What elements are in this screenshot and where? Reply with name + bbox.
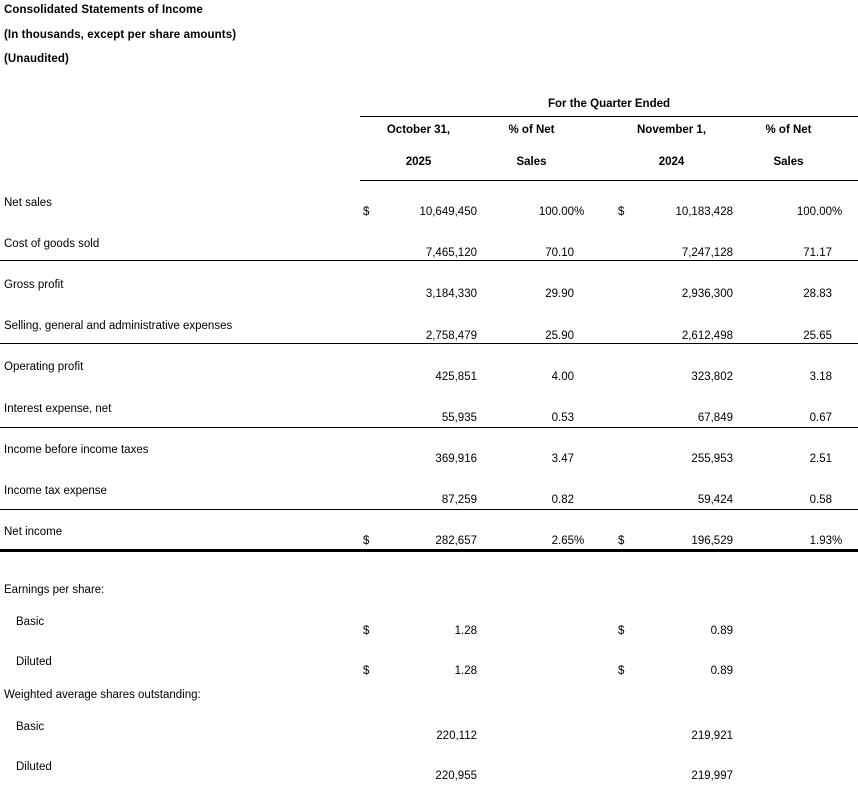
period-header: For the Quarter Ended [547,98,671,110]
cell-value: 10,649,450 [419,206,477,218]
cell-value: 59,424 [697,494,733,506]
dollar-sign [610,411,625,425]
dollar-sign: $ [618,625,625,637]
cell-value: 2,936,300 [681,288,733,300]
row-label-income-before-taxes: Income before income taxes [4,444,149,456]
dollar-sign [610,493,625,507]
dollar-sign: $ [618,206,625,218]
dollar-sign: $ [363,665,370,677]
net-income-total-rule [0,549,858,552]
percent-sign: % [574,535,585,547]
table-row-gross-profit [360,287,858,301]
cell-value: 369,916 [435,453,477,465]
row-label-cogs: Cost of goods sold [4,238,100,250]
table-row-sga [360,329,858,343]
row-label-gross-profit: Gross profit [4,279,64,291]
percent-sign [832,370,844,384]
percent-sign: % [832,206,843,218]
col-header-year-2025: 2025 [405,156,432,168]
shares-basic-row [360,729,858,743]
percent-sign [832,411,844,425]
cell-pct: 71.17 [803,247,832,259]
dollar-sign [610,452,625,466]
dollar-sign [360,329,375,343]
eps-diluted-row [360,664,858,678]
cell-pct: 100.00 [538,206,574,218]
cell-pct: 0.82 [551,494,574,506]
dollar-sign: $ [618,535,625,547]
cell-pct: 2.51 [809,453,832,465]
subtotal-rule [0,260,858,261]
cell-pct: 28.83 [803,288,832,300]
header-underline-rule [360,180,858,181]
page-title: Consolidated Statements of Income [4,4,203,16]
row-label-net-sales: Net sales [4,197,52,209]
shares-diluted-label: Diluted [16,761,52,773]
cell-value: 219,997 [691,770,733,782]
cell-value: 323,802 [691,371,733,383]
dollar-sign [360,493,375,507]
subtotal-rule [0,427,858,428]
cell-value: 220,112 [436,730,477,742]
col-header-sales-1: Sales [516,156,547,168]
cell-pct: 1.93 [809,535,832,547]
cell-pct: 0.53 [551,412,574,424]
col-header-date-2025: October 31, [386,124,451,136]
shares-heading: Weighted average shares outstanding: [4,689,201,701]
cell-value: 219,921 [691,730,733,742]
row-label-income-tax-expense: Income tax expense [4,485,107,497]
cell-value: 55,935 [441,412,477,424]
cell-value: 425,851 [435,371,477,383]
row-label-operating-profit: Operating profit [4,361,84,373]
percent-sign [832,329,844,343]
cell-value: 2,758,479 [425,330,477,342]
cell-value: 67,849 [697,412,733,424]
percent-sign: % [574,206,585,218]
cell-pct: 100.00 [796,206,832,218]
cell-pct: 29.90 [545,288,574,300]
percent-sign [832,287,844,301]
eps-basic-label: Basic [16,616,45,628]
row-label-net-income: Net income [4,526,63,538]
eps-heading: Earnings per share: [4,584,105,596]
cell-value: 7,465,120 [425,247,477,259]
cell-value: 282,657 [435,535,477,547]
dollar-sign [610,329,625,343]
percent-sign [574,493,586,507]
percent-sign [574,329,586,343]
col-header-sales-2: Sales [773,156,804,168]
column-headers-line2 [360,155,858,169]
shares-basic-label: Basic [16,721,45,733]
col-header-year-2024: 2024 [658,156,685,168]
cell-value: 0.89 [710,625,733,637]
dollar-sign [610,246,625,260]
row-label-sga: Selling, general and administrative expenses [4,320,233,332]
table-row-net-sales [360,205,858,219]
cell-value: 10,183,428 [675,206,733,218]
table-row-net-income [360,534,858,548]
shares-diluted-row [360,769,858,783]
table-row-operating-profit [360,370,858,384]
cell-value: 1.28 [454,665,477,677]
page-subtitle: (In thousands, except per share amounts) [4,29,237,41]
dollar-sign: $ [363,206,370,218]
percent-sign [574,452,586,466]
percent-sign [832,493,844,507]
col-header-pctnet-2: % of Net [765,124,812,136]
cell-value: 3,184,330 [425,288,477,300]
cell-value: 255,953 [691,453,733,465]
cell-pct: 2.65 [551,535,574,547]
dollar-sign: $ [363,535,370,547]
percent-sign [574,246,586,260]
dollar-sign [360,287,375,301]
subtotal-rule [0,509,858,510]
cell-pct: 3.47 [551,453,574,465]
table-row-income-tax-expense [360,493,858,507]
percent-sign [574,411,586,425]
cell-pct: 70.10 [545,247,574,259]
dollar-sign [610,287,625,301]
col-header-pctnet-1: % of Net [508,124,555,136]
percent-sign [574,287,586,301]
cell-value: 7,247,128 [681,247,733,259]
dollar-sign [360,246,375,260]
cell-value: 196,529 [691,535,733,547]
cell-pct: 25.90 [545,330,574,342]
cell-pct: 0.67 [809,412,832,424]
cell-pct: 3.18 [809,371,832,383]
eps-basic-row [360,624,858,638]
cell-value: 220,955 [435,770,477,782]
subtotal-rule [0,343,858,344]
col-header-date-2024: November 1, [636,124,707,136]
dollar-sign: $ [363,625,370,637]
cell-pct: 4.00 [551,371,574,383]
dollar-sign [360,411,375,425]
percent-sign [832,246,844,260]
dollar-sign [610,370,625,384]
row-label-interest-expense: Interest expense, net [4,403,112,415]
eps-diluted-label: Diluted [16,656,52,668]
dollar-sign: $ [618,665,625,677]
cell-value: 0.89 [710,665,733,677]
dollar-sign [360,370,375,384]
cell-value: 2,612,498 [681,330,733,342]
dollar-sign [360,452,375,466]
column-headers-line1 [360,123,858,137]
table-row-interest-expense [360,411,858,425]
cell-value: 1.28 [454,625,477,637]
table-row-income-before-taxes [360,452,858,466]
percent-sign: % [832,535,843,547]
cell-pct: 0.58 [809,494,832,506]
table-row-cogs [360,246,858,260]
percent-sign [574,370,586,384]
period-underline-rule [360,116,858,117]
unaudited-note: (Unaudited) [4,53,69,65]
percent-sign [832,452,844,466]
cell-value: 87,259 [441,494,477,506]
cell-pct: 25.65 [803,330,832,342]
